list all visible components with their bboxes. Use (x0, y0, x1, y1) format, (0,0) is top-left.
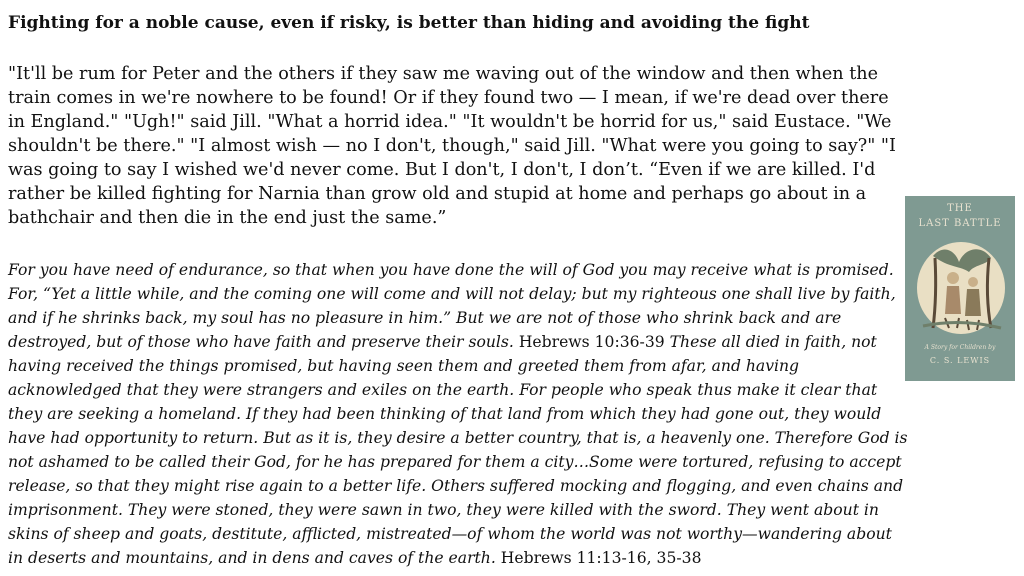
book-cover-image (905, 196, 1015, 381)
hebrews-11-text: These all died in faith, not having received the things promised, but having seen them and greeted them from afar, and having acknowledged that they were strangers and exiles on the earth. For people who speak thus make it clear that they are seeking a homeland. If they had been thinking of that land from which they had gone out, they would have had opportunity to return. But as it is, they desire a better country, that is, a heavenly one. Therefore God is not ashamed to be called their God, for he has prepared for them a city…Some were tortured, refusing to accept release, so that they might rise again to a better life. Others suffered mocking and flogging, and even chains and imprisonment. They were stoned, they were sawn in two, they were killed with the sword. They went about in skins of sheep and goats, destitute, afflicted, mistreated—of whom the world was not worthy—wandering about in deserts and mountains, and in dens and caves of the earth. (8, 333, 908, 567)
hebrews-10-text: For you have need of endurance, so that when you have done the will of God you may receive what is promised. For, “Yet a little while, and the coming one will come and will not delay; but my righteous one shall live by faith, and if he shrinks back, my soul has no pleasure in him.” But we are not of those who shrink back and are destroyed, but of those who have faith and preserve their souls. (8, 261, 896, 351)
hebrews-10-reference: Hebrews 10:36-39 (518, 333, 665, 351)
cover-illustration (915, 236, 1007, 336)
hebrews-11-reference: Hebrews 11:13-16, 35-38 (500, 549, 702, 567)
scripture-passage (8, 258, 908, 570)
slide-title: Fighting for a noble cause, even if risky, is better than hiding and avoiding the fight (8, 13, 810, 33)
cover-author: C. S. LEWIS (929, 356, 991, 365)
cover-subtitle: A Story for Children by (924, 344, 996, 351)
cover-title-line-1: THE (947, 203, 973, 214)
narnia-quote: "It'll be rum for Peter and the others if they saw me waving out of the window and then when the train comes in we're nowhere to be found! Or if they found two — I mean, if we're dead over there in England." "Ugh!" said Jill. "What a horrid idea." "It wouldn't be horrid for us," said Eustace. "We shouldn't be there." "I almost wish — no I don't, though," said Jill. "What were you going to say?" "I was going to say I wished we'd never come. But I don't, I don't, I don’t. “Even if we are killed. I'd rather be killed fighting for Narnia than grow old and stupid at home and perhaps go about in a bathchair and then die in the end just the same.” (8, 64, 896, 228)
cover-title-line-2: LAST BATTLE (918, 218, 1002, 229)
